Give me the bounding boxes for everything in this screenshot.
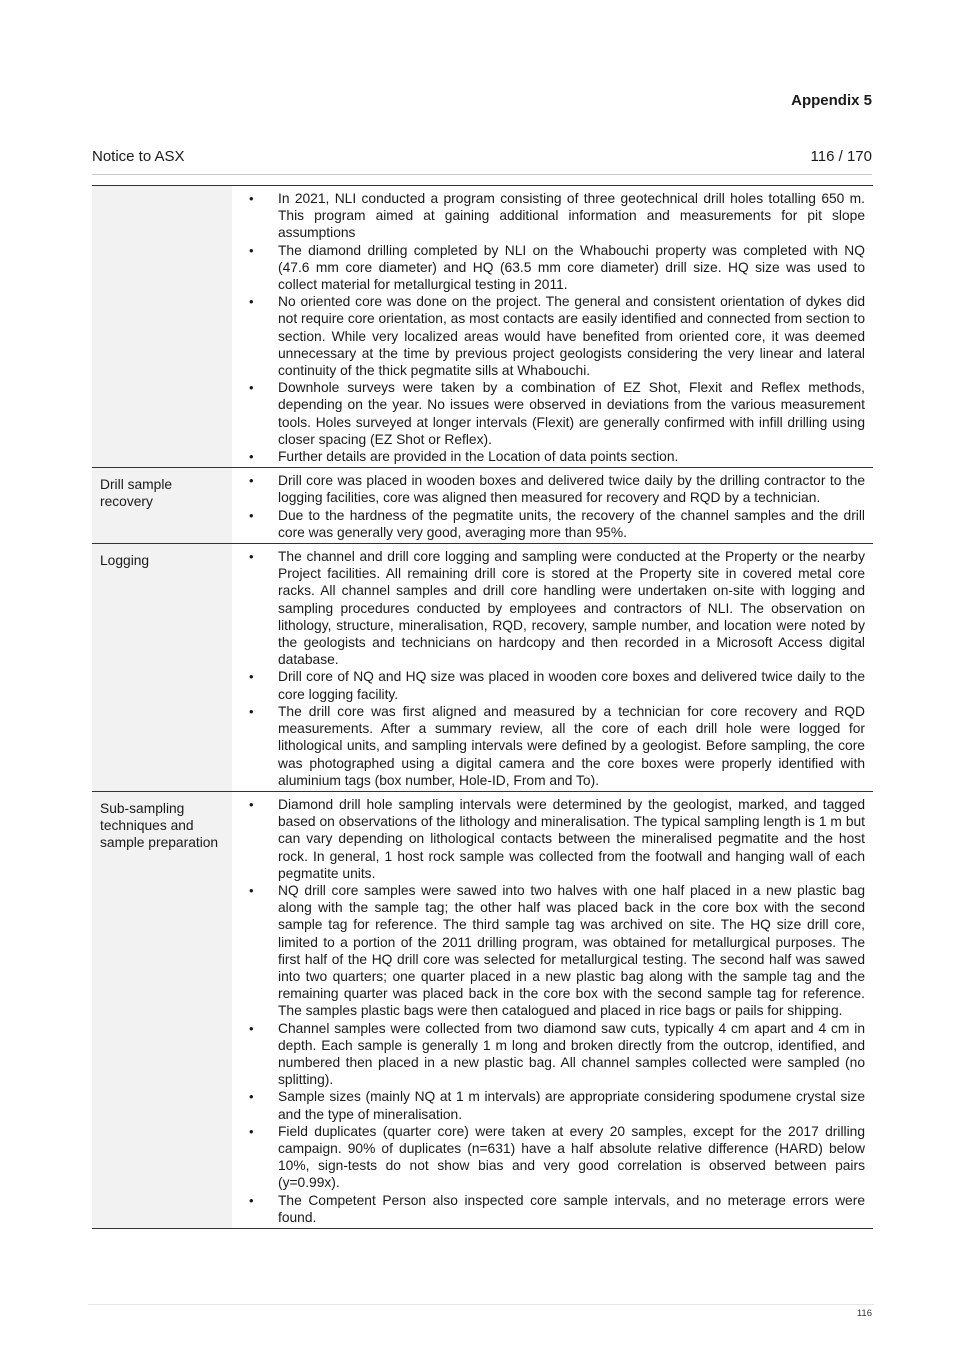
bullet-icon: • [249, 449, 254, 465]
bullet-text: Channel samples were collected from two diamond saw cuts, typically 4 cm apart and 4 cm in depth. Each sample is generally 1 m long and broken directly from the outcrop, identified, and numbered then placed in a new plastic bag. All channel samples collected were sampled (no splitting). [278, 1020, 865, 1088]
bullet-text: Diamond drill hole sampling intervals were determined by the geologist, marked, and tagged based on observations of the lithology and mineralisation. The typical sampling length is 1 m but can vary depending on lithological contacts between the mineralised pegmatite and the host rock. In general, 1 host rock sample was collected from the footwall and hanging wall of each pegmatite units. [278, 796, 865, 881]
bullet-icon: • [249, 473, 254, 489]
list-item [232, 293, 865, 379]
criteria-cell: Sub-sampling techniques and sample preparation [92, 791, 232, 1228]
list-item [232, 507, 865, 541]
bullet-icon: • [249, 1020, 254, 1036]
bullet-list [232, 548, 865, 789]
list-item [232, 1192, 865, 1226]
criteria-cell: Drill sample recovery [92, 468, 232, 544]
list-item [232, 703, 865, 789]
bullet-icon: • [249, 1192, 254, 1208]
bullet-icon: • [249, 669, 254, 685]
bullet-icon: • [249, 507, 254, 523]
bullet-text: Downhole surveys were taken by a combination of EZ Shot, Flexit and Reflex methods, depending on the year. No issues were observed in deviations from the various measurement tools. Holes surveyed at longer intervals (Flexit) are generally confirmed with infill drilling using closer spacing (EZ Shot or Reflex). [278, 380, 865, 447]
commentary-cell [232, 468, 873, 544]
bullet-text: Field duplicates (quarter core) were taken at every 20 samples, except for the 2017 drilling campaign. 90% of duplicates (n=631) have a half absolute relative difference (HARD) below 10%, sign-tests do not show bias and very good correlation is observed between pairs (y=0.99x). [278, 1123, 865, 1191]
list-item [232, 472, 865, 506]
bullet-icon: • [249, 380, 254, 396]
jorc-table [92, 185, 873, 1229]
bullet-icon: • [249, 191, 254, 206]
list-item [232, 1020, 865, 1089]
bullet-text: Drill core was placed in wooden boxes and delivered twice daily by the drilling contractor to the logging facilities, core was aligned then measured for recovery and RQD by a technician. [278, 473, 865, 506]
bullet-icon: • [249, 1089, 254, 1105]
bullet-text: The channel and drill core logging and sampling were conducted at the Property or the nearby Project facilities. All remaining drill core is stored at the Property site in covered metal core racks. All channel samples and drill core handling were undertaken on-site with logging and sampling procedures conducted by employees and contractors of NLI. The observation on lithology, structure, mineralisation, RQD, recovery, sample number, and location were noted by the geologists and technicians on hardcopy and then recorded in a Microsoft Access digital database. [278, 549, 865, 668]
list-item [232, 448, 865, 465]
bullet-list [232, 190, 865, 465]
bullet-icon: • [249, 1123, 254, 1139]
criteria-cell: Logging [92, 544, 232, 792]
jorc-table-body [92, 186, 873, 1229]
commentary-cell [232, 544, 873, 792]
page-counter: 116 / 170 [810, 148, 872, 165]
bullet-icon: • [249, 796, 254, 812]
bullet-text: The Competent Person also inspected core sample intervals, and no meterage errors were found. [278, 1192, 865, 1225]
list-item [232, 190, 865, 242]
bullet-icon: • [249, 549, 254, 565]
bullet-text: In 2021, NLI conducted a program consisting of three geotechnical drill holes totalling 650 m. This program aimed at gaining additional information and measurements for pit slope assumptions [278, 191, 865, 241]
document-title: Notice to ASX [92, 148, 185, 165]
bullet-list [232, 796, 865, 1226]
commentary-cell [232, 186, 873, 468]
list-item [232, 668, 865, 702]
bullet-text: Due to the hardness of the pegmatite units, the recovery of the channel samples and the drill core was generally very good, averaging more than 95%. [278, 507, 865, 540]
bullet-text: Further details are provided in the Location of data points section. [278, 449, 679, 465]
table-row [92, 791, 873, 1228]
list-item [232, 1123, 865, 1192]
bullet-icon: • [249, 882, 254, 898]
bullet-text: No oriented core was done on the project. The general and consistent orientation of dykes did not require core orientation, as most contacts are easily identified and connected from section to section. While very localized areas would have benefited from oriented core, it was deemed unnecessary at the time by previous project geologists considering the very linear and lateral continuity of the thick pegmatite sills at Whabouchi. [278, 294, 865, 379]
bullet-text: Drill core of NQ and HQ size was placed in wooden core boxes and delivered twice daily to the core logging facility. [278, 669, 865, 702]
bullet-text: NQ drill core samples were sawed into two halves with one half placed in a new plastic bag along with the sample tag; the other half was placed back in the core box with the second sample tag for reference. The third sample tag was archived on site. The HQ size drill core, limited to a portion of the 2011 drilling program, was obtained for metallurgical purposes. The first half of the HQ drill core was selected for metallurgical testing. The second half was sawed into two quarters; one quarter placed in a new plastic bag along with the sample tag and the remaining quarter was placed back in the core box with the second sample tag for reference. The samples plastic bags were then catalogued and placed in rice bags or pails for shipping. [278, 882, 865, 1019]
bullet-text: The diamond drilling completed by NLI on the Whabouchi property was completed with NQ (47.6 mm core diameter) and HQ (63.5 mm core diameter) drill size. HQ size was used to collect material for metallurgical testing in 2011. [278, 242, 865, 293]
page-header [92, 148, 872, 165]
table-row [92, 544, 873, 792]
list-item [232, 796, 865, 882]
criteria-cell [92, 186, 232, 468]
list-item [232, 882, 865, 1020]
bullet-list [232, 472, 865, 541]
bullet-text: Sample sizes (mainly NQ at 1 m intervals) are appropriate considering spodumene crystal size and the type of mineralisation. [278, 1089, 865, 1122]
bullet-icon: • [249, 294, 254, 310]
footer-divider [88, 1304, 874, 1305]
footer-page-number: 116 [856, 1308, 872, 1319]
commentary-cell [232, 791, 873, 1228]
table-row [92, 468, 873, 544]
bullet-icon: • [249, 703, 254, 719]
appendix-label: Appendix 5 [791, 92, 872, 109]
list-item [232, 242, 865, 294]
list-item [232, 1088, 865, 1122]
table-row [92, 186, 873, 468]
header-divider [92, 174, 872, 175]
bullet-icon: • [249, 242, 254, 258]
bullet-text: The drill core was first aligned and measured by a technician for core recovery and RQD measurements. After a summary review, all the core of each drill hole were logged for lithological units, and sampling intervals were defined by a geologist. Before sampling, the core was photographed using a digital camera and the core boxes were properly identified with aluminium tags (box number, Hole-ID, From and To). [278, 703, 865, 788]
list-item [232, 548, 865, 668]
list-item [232, 379, 865, 448]
